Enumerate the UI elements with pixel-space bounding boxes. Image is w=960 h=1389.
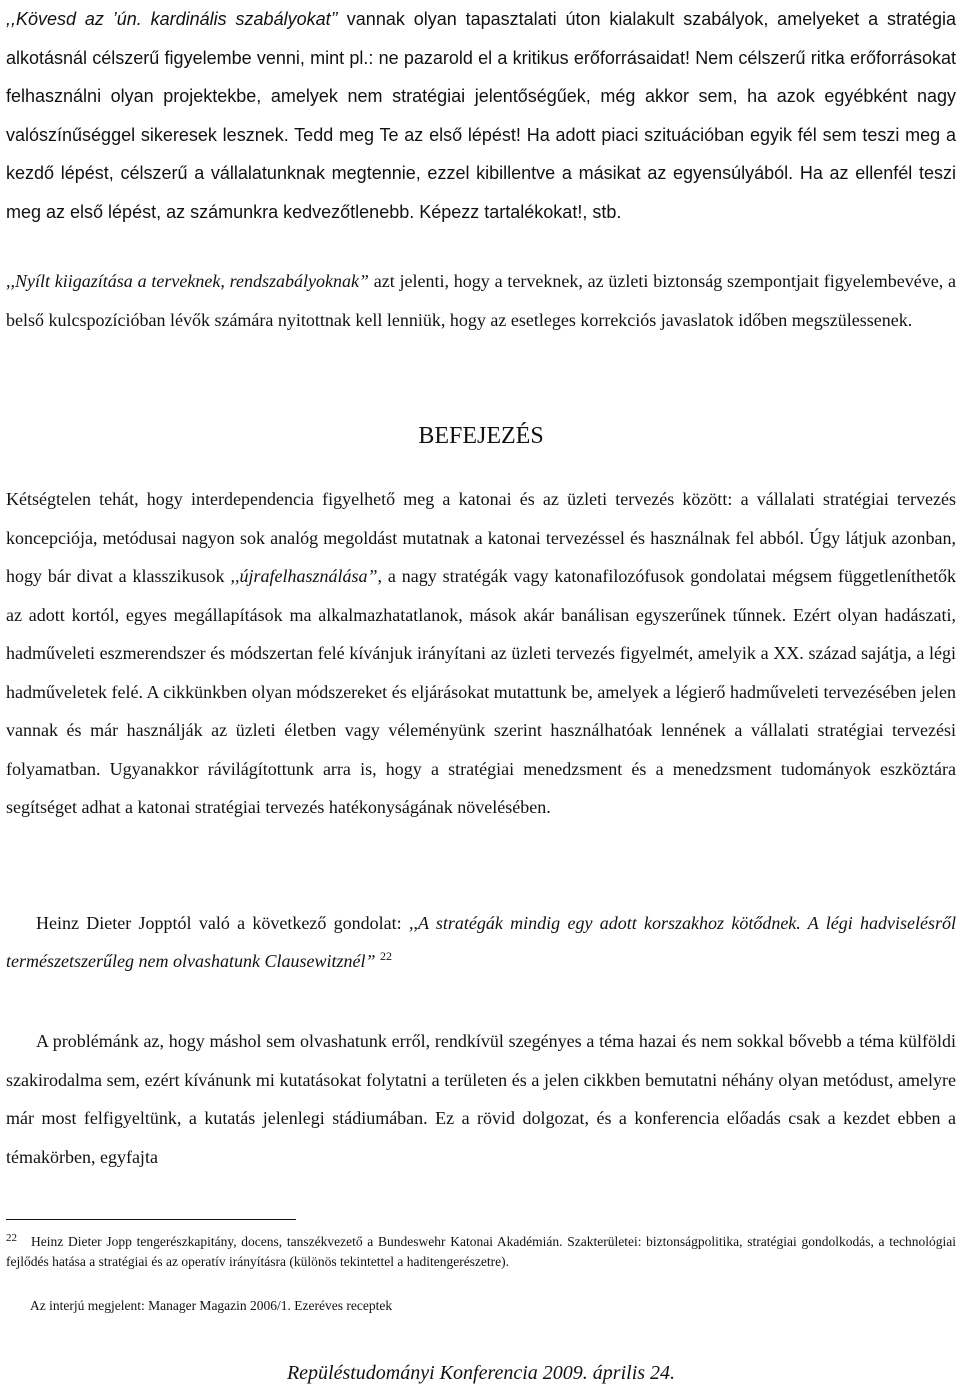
cardinal-rules-text: vannak olyan tapasztalati úton kialakult szabályok, amelyeket a stratégia alkotásnál célszerű figyelembe venni, mint pl.: ne pazarold el a kritikus erőforrásaidat! Nem célszerű ritka erőforrásokat felhasználni olyan projektekbe, amelyek nem stratégiai jelentőségűek, még akkor sem, ha azok egyébként nagy valószínűséggel sikeresek lesznek. Tedd meg Te az első lépést! Ha adott piaci szituációban egyik fél sem teszi meg a kezdő lépést, célszerű a vállalatunknak megtennie, ezzel kibillentve a másikat az egyensúlyából. Ha az ellenfél teszi meg az első lépést, az számunkra kedvezőtlenebb. Képezz tartalékokat!, stb. [6, 9, 956, 222]
cardinal-rules-quote: ,,Kövesd az ’ún. kardinális szabályokat’’ [6, 9, 338, 29]
open-adjustment-text: azt jelenti, hogy a terveknek, az üzleti biztonság szempontjait figyelembevéve, a belső kulcspozícióban lévők számára nyitottnak kell lenniük, hogy az esetleges korrekciós javaslatok időben megszülessenek. [6, 271, 956, 330]
paragraph-jopp-quote [6, 905, 956, 980]
footnote-reference[interactable]: 22 [379, 948, 392, 963]
paragraph-conclusion [6, 480, 956, 827]
section-heading: BEFEJEZÉS [418, 423, 544, 449]
conclusion-text-before: Kétségtelen tehát, hogy interdependencia figyelhető meg a katonai és az üzleti tervezés között: a vállalati stratégiai tervezés koncepciója, metódusai nagyon sok analóg megoldást mutatnak a katonai tervezéssel és használnak fel abból. Úgy látjuk azonban, hogy bár divat a klasszikusok [6, 489, 956, 586]
footnote-text: Heinz Dieter Jopp tengerészkapitány, docens, tanszékvezető a Bundeswehr Katonai Akadémián. Szakterületei: biztonságpolitika, stratégiai gondolkodás, a technológiai fejlődés hatása a stratégiai és az operatív irányításra (különös tekintettel a haditengerészetre). [6, 1234, 956, 1269]
paragraph-problem [6, 1022, 956, 1176]
jopp-text: Heinz Dieter Jopptól való a következő gondolat: [36, 913, 409, 933]
footnote-publication: Az interjú megjelent: Manager Magazin 2006/1. Ezeréves receptek [30, 1298, 393, 1313]
footnote [6, 1232, 956, 1272]
jopp-quote: ,,A stratégák mindig egy adott korszakhoz kötődnek. A légi hadviselésről természetszerűleg nem olvashatunk Clausewitznél” [6, 913, 956, 971]
paragraph-open-adjustment [6, 262, 956, 339]
page-footer: Repüléstudományi Konferencia 2009. április 24. [286, 1362, 676, 1384]
paragraph-cardinal-rules [6, 0, 956, 232]
open-adjustment-quote: ,,Nyílt kiigazítása a terveknek, rendszabályoknak” [6, 271, 369, 291]
footnote-divider [6, 1219, 296, 1220]
footnote-number: 22 [6, 1231, 17, 1244]
conclusion-text-after: , a nagy stratégák vagy katonafilozófusok gondolatai mégsem függetleníthetők az adott kortól, egyes megállapítások ma alkalmazhatatlanok, mások akár banálisan egyszerűnek tűnnek. Ezért olyan hadászati, hadműveleti eszmerendszer és módszertan felé kívánjuk irányítani az üzleti tervezés figyelmét, amelyik a XX. század sajátja, a légi hadműveletek felé. A cikkünkben olyan módszereket és eljárásokat mutattunk be, amelyek a légierő hadműveleti tervezésében jelen vannak és már használják az üzleti életben vagy véleményünk szerint használhatóak lennének a vállalati stratégiai tervezési folyamatban. Ugyanakkor rávilágítottunk arra is, hogy a stratégiai menedzsment és a menedzsment tudományok eszköztára segítséget adhat a katonai stratégiai tervezés hatékonyságának növelésében. [6, 566, 956, 817]
conclusion-quote: ,,újrafelhasználása” [230, 566, 378, 586]
problem-text: A problémánk az, hogy máshol sem olvashatunk erről, rendkívül szegényes a téma hazai és nem sokkal bővebb a téma külföldi szakirodalma sem, ezért kívánunk mi kutatásokat folytatni a területen és a jelen cikkben bemutatni néhány olyan metódust, amelyre már most felfigyeltünk, a kutatás jelenlegi stádiumában. Ez a rövid dolgozat, és a konferencia előadás csak a kezdet ebben a témakörben, egyfajta [6, 1031, 956, 1167]
